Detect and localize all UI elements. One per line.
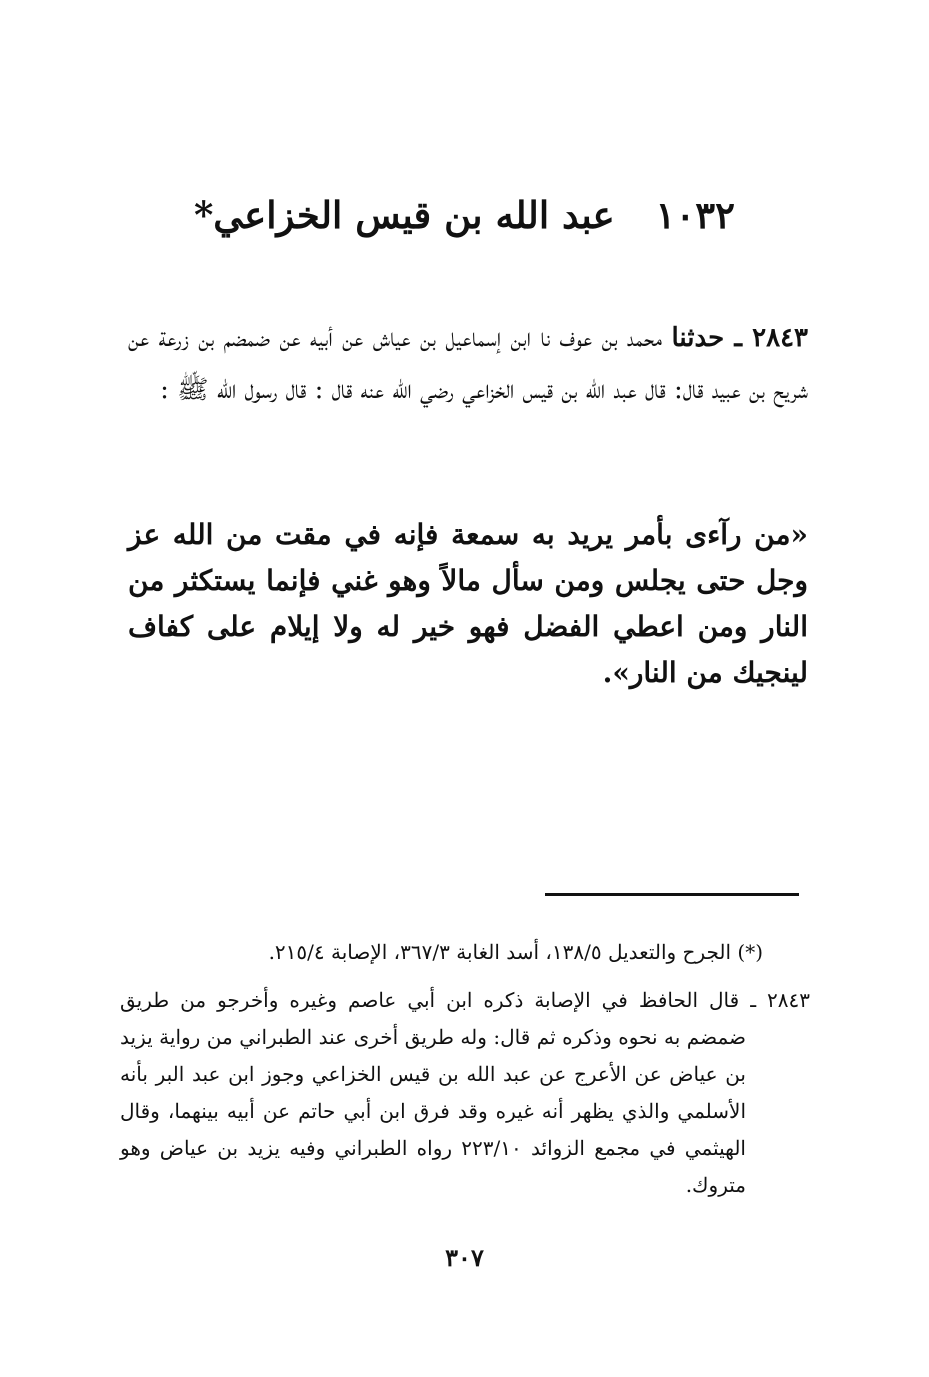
- entry-heading: [0, 187, 929, 243]
- footnote-divider: [545, 893, 799, 896]
- hadith-chain: [128, 312, 808, 416]
- footnote-biography-sources: (*) الجرح والتعديل ١٣٨/٥، أسد الغابة ٣٦٧/٣، الإصابة ٢١٥/٤.: [268, 940, 763, 964]
- hadith-text: «من رآءى بأمر يريد به سمعة فإنه في مقت من الله عز وجل حتى يجلس ومن سأل مالاً وهو غني فإنما يستكثر من النار ومن اعطي الفضل فهو خير له ولا إيلام على كفاف لينجيك من النار».: [128, 518, 808, 689]
- footnote-hadith-note: ٢٨٤٣ ـ قال الحافظ في الإصابة ذكره ابن أبي عاصم وغيره وأخرجو من طريق ضمضم به نحوه وذكره ثم قال: وله طريق أخرى عند الطبراني من رواية يزيد بن عياض عن الأعرج عن عبد الله بن قيس الخزاعي وجوز ابن عبد البر بأنه الأسلمي والذي يظهر أنه غيره وقد فرق ابن أبي حاتم عن أبيه بينهما، وقال الهيثمي في مجمع الزوائد ٢٢٣/١٠ رواه الطبراني وفيه يزيد بن عياض وهو متروك.: [120, 988, 810, 1197]
- hadith-isnad: محمد بن عوف نا ابن إسماعيل بن عياش عن أبيه عن ضمضم بن زرعة عن شريح بن عبيد قال: قال عبد الله بن قيس الخزاعي رضي الله عنه قال : قال رسول الله ﷺ :: [128, 323, 808, 405]
- page-number: ٣٠٧: [445, 1243, 484, 1272]
- hadith-number-lead: ٢٨٤٣ ـ حدثنا: [671, 323, 808, 353]
- narrator-name: عبد الله بن قيس الخزاعي*: [193, 192, 615, 237]
- entry-number: ١٠٣٢: [655, 192, 736, 237]
